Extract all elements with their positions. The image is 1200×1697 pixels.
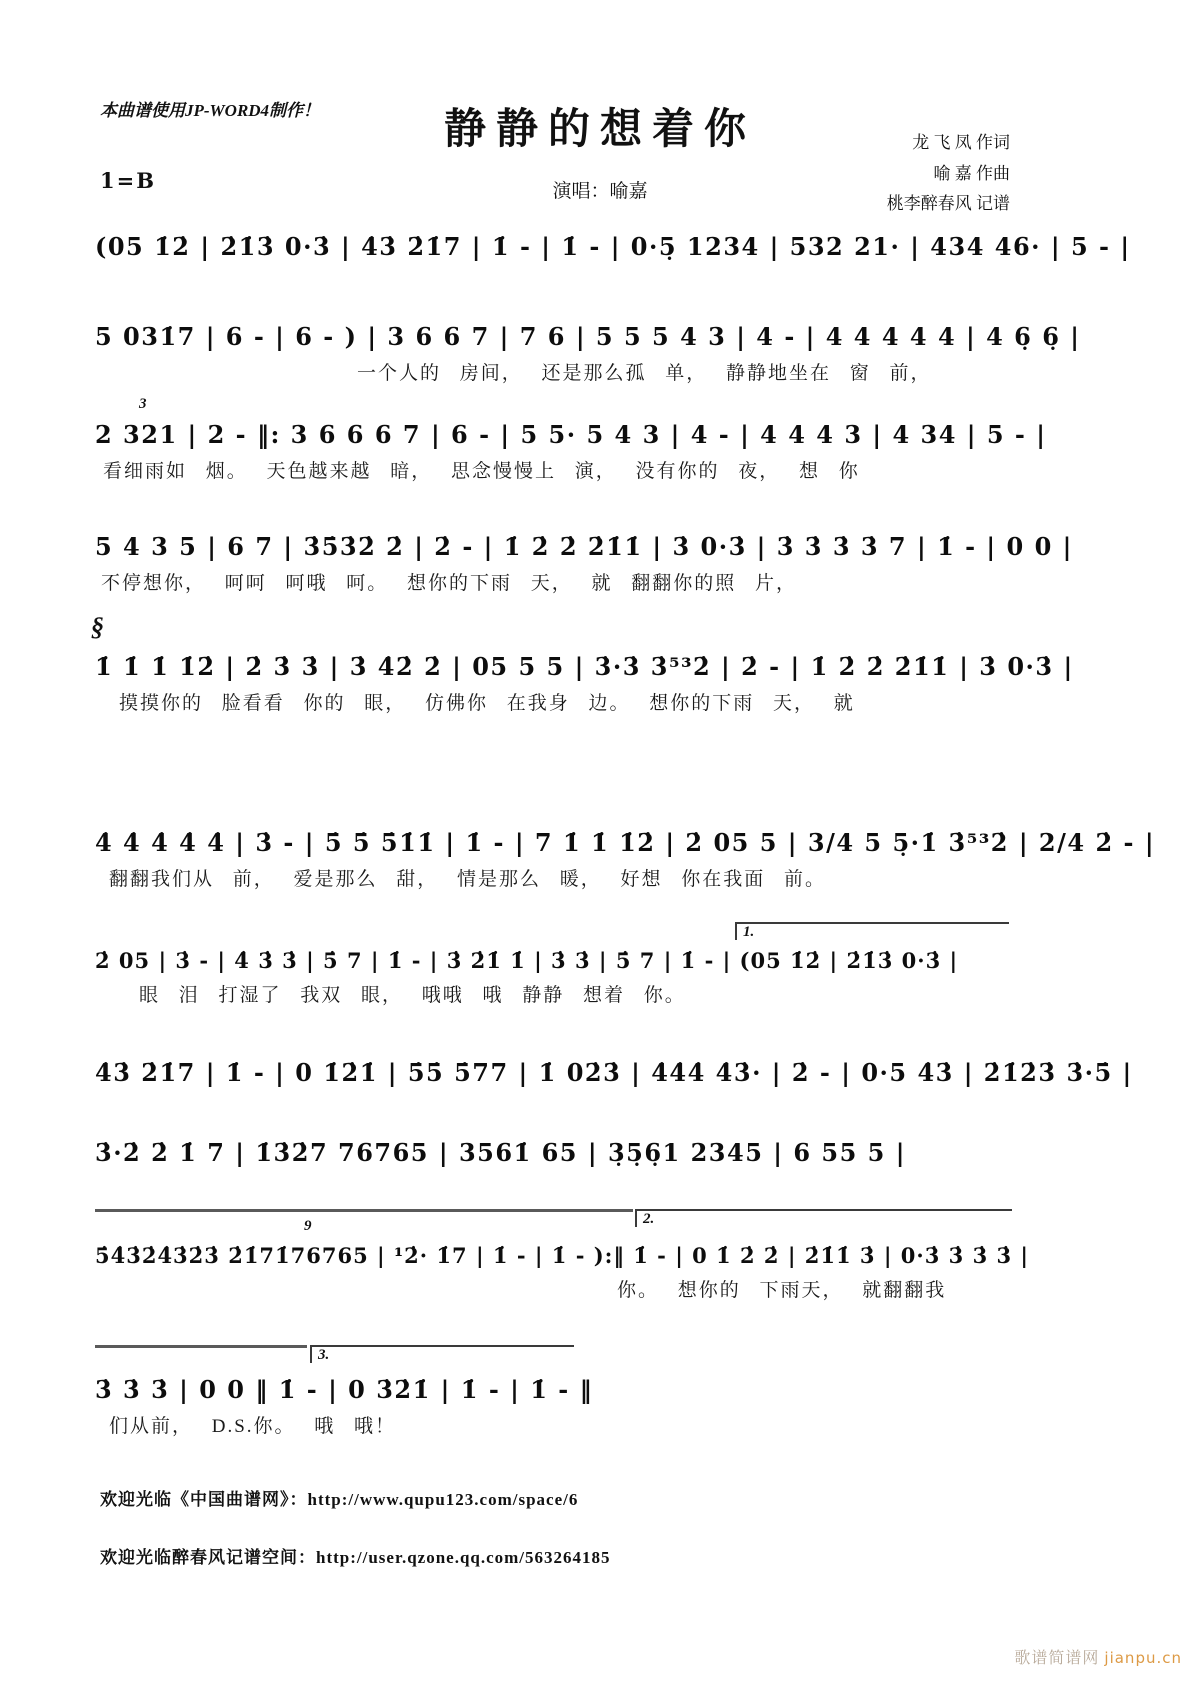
credit-composer: 喻 嘉 作曲 (933, 163, 1010, 183)
segno-icon: § (91, 612, 104, 641)
notation-line: (05 1̇2̇ | 2̇1̇3̇ 0·3̇ | 4̇3̇ 2̇1̇7 | 1̇ - | 1̇ - | 0·5̣ 1234 | 532 21· | 434 46· | 5 - | (95, 232, 1131, 261)
notation-line: 5 4 3 5 | 6 7 | 3̇5̇3̇2̇ 2̇ | 2̇ - | 1̇ 2̇ 2̇ 2̇1̇1̇ | 3̇ 0·3̇ | 3̇ 3̇ 3̇ 3̇ 7 | 1̇ - | 0 0 | (95, 532, 1073, 561)
music-system-4 (95, 532, 1073, 595)
second-ending-continuation-line (95, 1345, 307, 1348)
singer-label: 演唱：喻嘉 (552, 181, 648, 202)
ending-number: 2. (643, 1211, 655, 1227)
credit-transcriber: 桃李醉春风 记谱 (886, 194, 1010, 214)
lyrics-line: 摸摸你的 脸看看 你的 眼， 仿佛你 在我身 边。 想你的下雨 天， 就 (119, 693, 855, 714)
triplet-number: 3 (139, 396, 147, 412)
music-system-8 (95, 1058, 1133, 1087)
notation-line: 4̇3̇ 2̇1̇7 | 1̇ - | 0 1̇2̇1̇ | 5̇5̇ 5̇77 | 1̇ 02̇3̇ | 4̇4̇4̇ 4̇3̇· | 2̇ - | 0·5 4̇3̇ | 2̇1̇2̇3̇ 3̇·5̇ | (95, 1058, 1133, 1087)
notation-line: 1̇ 1̇ 1̇ 1̇2̇ | 2̇ 3̇ 3̇ | 3̇ 4̇2̇ 2̇ | 05 5 5 | 3̇·3̇ 3̇⁵³2̇ | 2̇ - | 1̇ 2̇ 2̇ 2̇1̇1̇ | 3̇ 0·3̇ | (95, 652, 1074, 681)
lyrics-line: 眼 泪 打湿了 我双 眼， 哦哦 哦 静静 想着 你。 (139, 985, 686, 1006)
first-ending-continuation-line (95, 1209, 633, 1212)
lyrics-line: 看细雨如 烟。 天色越来越 暗， 思念慢慢上 演， 没有你的 夜， 想 你 (103, 461, 860, 482)
second-ending-bracket (635, 1209, 1012, 1227)
song-title: 静静的想着你 (443, 107, 756, 153)
notation-line: 3̇ 3̇ 3̇ | 0 0 ‖ 1̇ - | 0 3̇2̇1̇ | 1̇ - | 1̇ - ‖ (95, 1375, 594, 1404)
notation-line: 5̇4̇3̇2̇4̇3̇2̇3̇ 2̇1̇71̇76765 | ¹2̇· 1̇7 | 1̇ - | 1̇ - ):‖ 1̇ - | 0 1̇ 2̇ 2̇ | 2̇1̇1̇ 3̇ | 0·3̇ 3̇ 3̇ 3̇ | (95, 1243, 1030, 1268)
music-system-11 (95, 1347, 1010, 1438)
credits-block (887, 128, 1010, 220)
watermark (1014, 1645, 1182, 1668)
watermark-domain: jianpu.cn (1104, 1649, 1182, 1667)
music-system-9 (95, 1138, 1010, 1167)
notation-line: 2 321 | 2 - ‖: 3 6 6 6 7 | 6 - | 5 5· 5 4 3 | 4 - | 4 4 4 3 | 4 34 | 5 - | (95, 420, 1047, 449)
qupu123-link[interactable]: 欢迎光临《中国曲谱网》：http://www.qupu123.com/space/6 (100, 1490, 579, 1509)
watermark-site-name: 歌谱简谱网 (1014, 1650, 1100, 1667)
notation-line: 4̇ 4̇ 4̇ 4̇ 4̇ | 3̇ - | 5̇ 5̇ 5̇1̇1̇ | 1̇ - | 7 1̇ 1̇ 1̇2̇ | 2̇ 05 5 | 3/4 5 5̣·1̇ 3̇⁵³2̇ | 2/4 2̇ - | (95, 828, 1156, 857)
music-system-3 (95, 396, 1047, 483)
music-system-5 (91, 612, 1074, 715)
notation-line: 3̇·2̇ 2̇ 1̇ 7 | 1̇3̇2̇7 76765 | 3561̇ 65 | 3̣5̣6̣1 2345 | 6 55 5 | (95, 1138, 906, 1167)
tuplet-number: 9 (304, 1218, 312, 1234)
maker-note: 本曲谱使用JP-WORD4制作！ (100, 101, 321, 120)
lyrics-line: 一个人的 房间， 还是那么孤 单， 静静地坐在 窗 前， (357, 363, 932, 384)
third-ending-bracket (310, 1345, 574, 1363)
music-system-2 (95, 322, 1081, 385)
notation-line: 2̇ 05 | 3̇ - | 4̇ 3̇ 3̇ | 5̇ 7 | 1̇ - | 3̇ 2̇1̇ 1̇ | 3̇ 3̇ | 5̇ 7 | 1̇ - | (05 1̇2̇ | 2̇1̇3̇ 0·3̇ | (95, 948, 959, 973)
qzone-link[interactable]: 欢迎光临醉春风记谱空间：http://user.qzone.qq.com/563264185 (100, 1548, 611, 1567)
music-system-7 (95, 924, 1010, 1007)
first-ending-bracket (735, 922, 1009, 940)
ending-number: 1. (743, 924, 755, 940)
lyrics-line: 你。 想你的 下雨天， 就翻翻我 (617, 1280, 947, 1301)
key-signature: 1=B (100, 168, 156, 193)
credit-lyricist: 龙 飞 凤 作词 (912, 133, 1010, 152)
music-system-1 (95, 232, 1131, 261)
ending-number: 3. (318, 1347, 330, 1363)
music-system-10 (95, 1211, 1030, 1302)
notation-line: 5 031̇7 | 6 - | 6 - ) | 3 6 6 7 | 7 6 | 5 5 5 4 3 | 4 - | 4 4 4 4 4 | 4 6̣ 6̣ | (95, 322, 1081, 351)
lyrics-line: 们从前， D.S.你。 哦 哦！ (109, 1416, 397, 1437)
lyrics-line: 不停想你， 呵呵 呵哦 呵。 想你的下雨 天， 就 翻翻你的照 片， (101, 573, 798, 594)
music-system-6 (95, 828, 1156, 891)
lyrics-line: 翻翻我们从 前， 爱是那么 甜， 情是那么 暖， 好想 你在我面 前。 (109, 869, 827, 890)
